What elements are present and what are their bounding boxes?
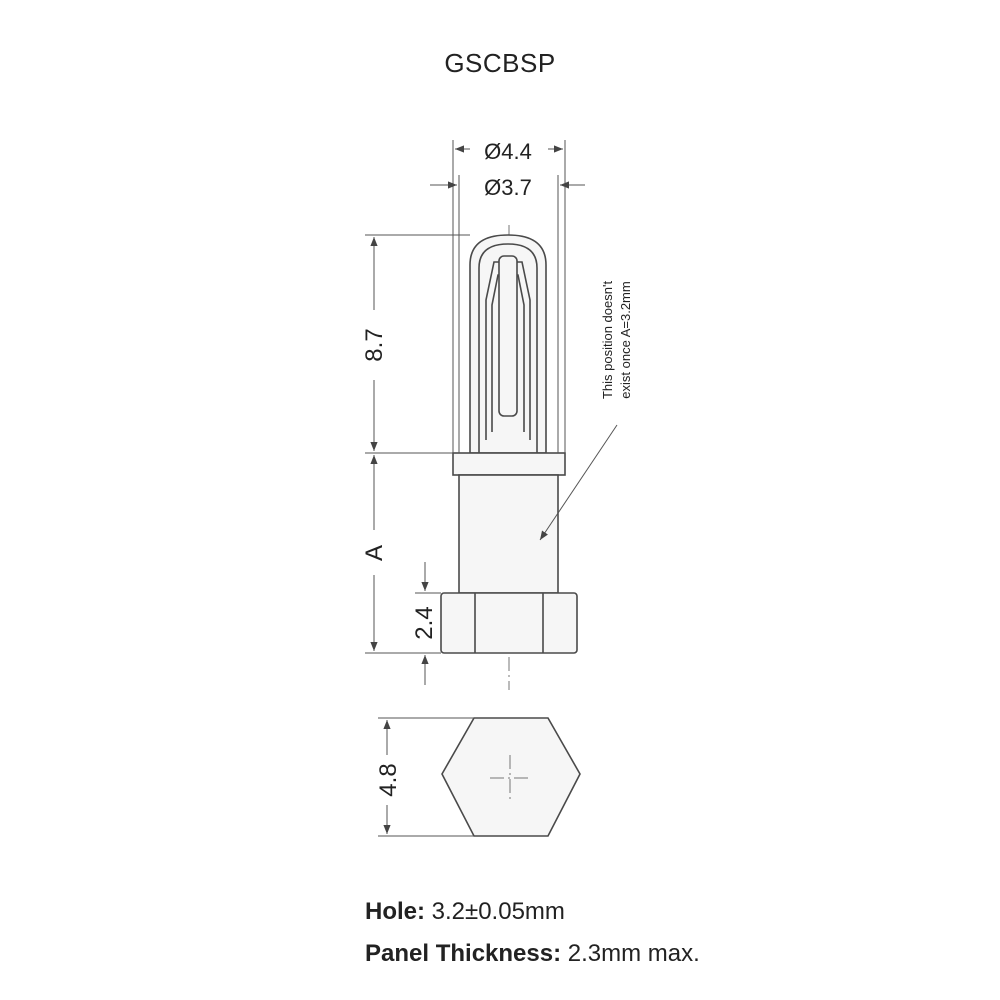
hex-base-outline — [441, 593, 577, 653]
spec-hole-label: Hole: — [365, 898, 425, 925]
shank — [459, 475, 558, 593]
dimension-vertical-left — [361, 235, 470, 653]
note-line-2: exist once A=3.2mm — [618, 281, 633, 399]
snap-head — [470, 235, 546, 453]
note-line-1: This position doesn't — [600, 280, 615, 400]
dim-label-shank-length: A — [361, 544, 388, 562]
dim-label-hex-height: 2.4 — [411, 606, 438, 640]
hex-top-view — [442, 718, 580, 836]
collar — [453, 453, 565, 475]
hex-base-side-view — [441, 593, 577, 653]
hexagon — [442, 718, 580, 836]
spec-panel-value: 2.3mm max. — [561, 940, 700, 967]
spec-hole — [365, 898, 565, 926]
spec-panel-thickness — [365, 940, 700, 968]
head-slot — [499, 256, 517, 416]
spec-hole-value: 3.2±0.05mm — [425, 898, 565, 925]
dim-label-inner-diameter: Ø3.7 — [484, 175, 532, 200]
dim-label-top-length: 8.7 — [361, 328, 388, 362]
dimension-hex-height — [411, 562, 441, 685]
part-number-title: GSCBSP — [444, 48, 556, 78]
dim-label-outer-diameter: Ø4.4 — [484, 139, 532, 164]
dim-label-hex-width: 4.8 — [375, 763, 402, 797]
spec-panel-label: Panel Thickness: — [365, 940, 562, 967]
